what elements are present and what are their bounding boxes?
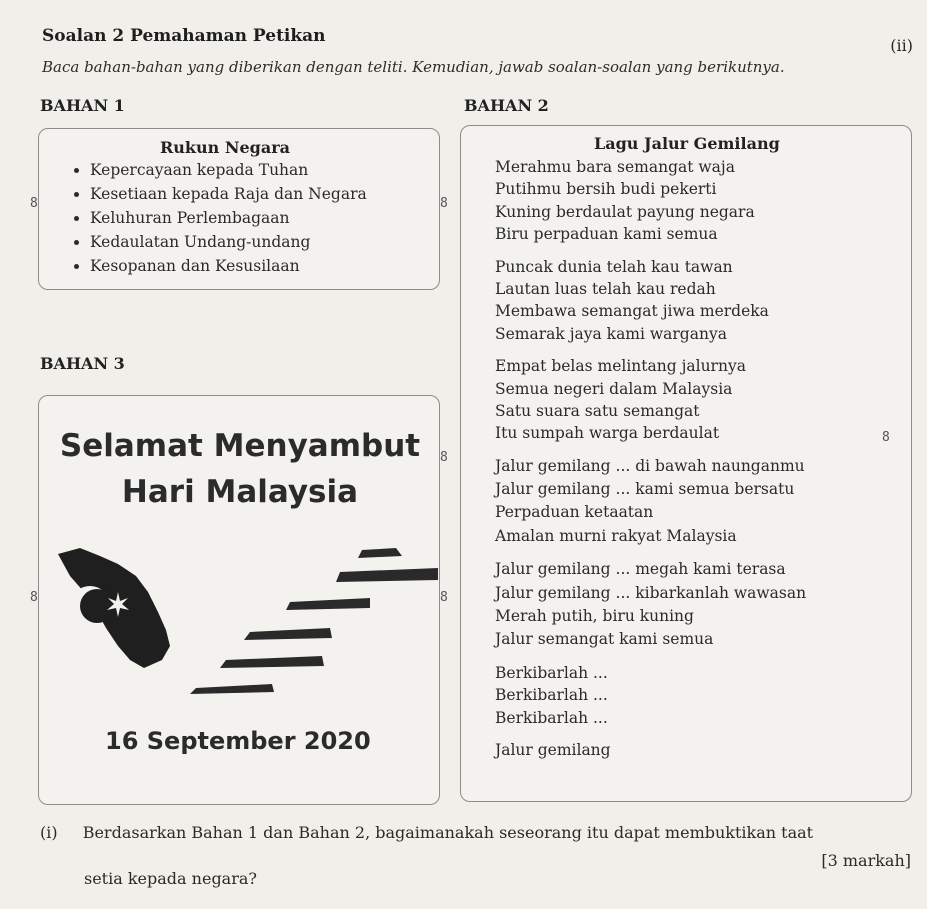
- lyric-line: Jalur gemilang ... kibarkanlah wawasan: [495, 583, 807, 602]
- lyric-line: Jalur gemilang: [495, 740, 611, 759]
- marks-label: [3 markah]: [821, 851, 911, 870]
- instruction-text: Baca bahan-bahan yang diberikan dengan teliti. Kemudian, jawab soalan-soalan yang berikutnya.: [42, 58, 785, 76]
- lyrics-stanza: [495, 558, 806, 652]
- lyrics-stanza: [495, 355, 806, 445]
- song-lyrics: [495, 156, 806, 771]
- binder-hole-icon: 8: [30, 590, 38, 605]
- list-item: • Kepercayaan kepada Tuhan: [90, 158, 367, 182]
- lyric-line: Kuning berdaulat payung negara: [495, 202, 755, 221]
- lyric-line: Amalan murni rakyat Malaysia: [495, 526, 737, 545]
- binder-hole-icon: 8: [440, 590, 448, 605]
- binder-hole-icon: 8: [30, 196, 38, 211]
- lyric-line: Jalur semangat kami semua: [495, 630, 714, 649]
- bahan3-label: BAHAN 3: [40, 354, 125, 373]
- lyric-line: Berkibarlah ...: [495, 663, 608, 682]
- lyrics-stanza: [495, 256, 806, 346]
- lyric-line: Jalur gemilang ... megah kami terasa: [495, 560, 786, 579]
- lyric-line: Biru perpaduan kami semua: [495, 225, 718, 244]
- bahan1-label: BAHAN 1: [40, 96, 125, 115]
- lyric-line: Puncak dunia telah kau tawan: [495, 257, 733, 276]
- lyric-line: Merahmu bara semangat waja: [495, 158, 735, 176]
- lyric-line: Merah putih, biru kuning: [495, 607, 694, 626]
- list-item: • Kedaulatan Undang-undang: [90, 230, 367, 254]
- lyric-line: Lautan luas telah kau redah: [495, 279, 716, 298]
- bahan2-label: BAHAN 2: [464, 96, 549, 115]
- page-title: Soalan 2 Pemahaman Petikan: [42, 26, 326, 46]
- malaysia-map-illustration: [40, 520, 438, 720]
- binder-hole-icon: 8: [440, 196, 448, 211]
- question-number: (ii): [890, 36, 913, 55]
- lyric-line: Satu suara satu semangat: [495, 401, 700, 420]
- lyrics-stanza: [495, 455, 806, 549]
- flag-stripe-decorations: [190, 548, 438, 694]
- lyric-line: Semarak jaya kami warganya: [495, 324, 727, 343]
- lyrics-stanza: [495, 739, 806, 761]
- bahan2-title: Lagu Jalur Gemilang: [594, 134, 780, 153]
- question-label: (i): [40, 823, 58, 842]
- lyric-line: Jalur gemilang ... kami semua bersatu: [495, 480, 795, 499]
- binder-hole-icon: 8: [882, 430, 890, 445]
- question-line1: Berdasarkan Bahan 1 dan Bahan 2, bagaimanakah seseorang itu dapat membuktikan taat: [82, 823, 814, 842]
- lyrics-stanza: [495, 156, 806, 246]
- list-item: • Kesetiaan kepada Raja dan Negara: [90, 182, 367, 206]
- lyric-line: Empat belas melintang jalurnya: [495, 357, 746, 376]
- question-text: [40, 823, 813, 842]
- question-line2: setia kepada negara?: [84, 869, 257, 888]
- lyric-line: Itu sumpah warga berdaulat: [495, 424, 720, 443]
- binder-hole-icon: 8: [440, 450, 448, 465]
- lyric-line: Jalur gemilang ... di bawah naunganmu: [495, 456, 805, 475]
- poster-heading-line1: Selamat Menyambut: [59, 428, 421, 464]
- lyric-line: Putihmu bersih budi pekerti: [495, 180, 717, 199]
- lyric-line: Semua negeri dalam Malaysia: [495, 379, 733, 398]
- lyrics-stanza: [495, 662, 806, 729]
- poster-date: 16 September 2020: [105, 727, 371, 755]
- bahan1-title: Rukun Negara: [160, 138, 291, 157]
- lyric-line: Berkibarlah ...: [495, 686, 608, 705]
- lyric-line: Membawa semangat jiwa merdeka: [495, 302, 769, 321]
- list-item: • Kesopanan dan Kesusilaan: [90, 254, 367, 278]
- list-item: • Keluhuran Perlembagaan: [90, 206, 367, 230]
- lyric-line: Perpaduan ketaatan: [495, 503, 654, 522]
- lyric-line: Berkibarlah ...: [495, 708, 608, 727]
- poster-heading-line2: Hari Malaysia: [121, 474, 359, 510]
- rukun-negara-list: [60, 158, 367, 278]
